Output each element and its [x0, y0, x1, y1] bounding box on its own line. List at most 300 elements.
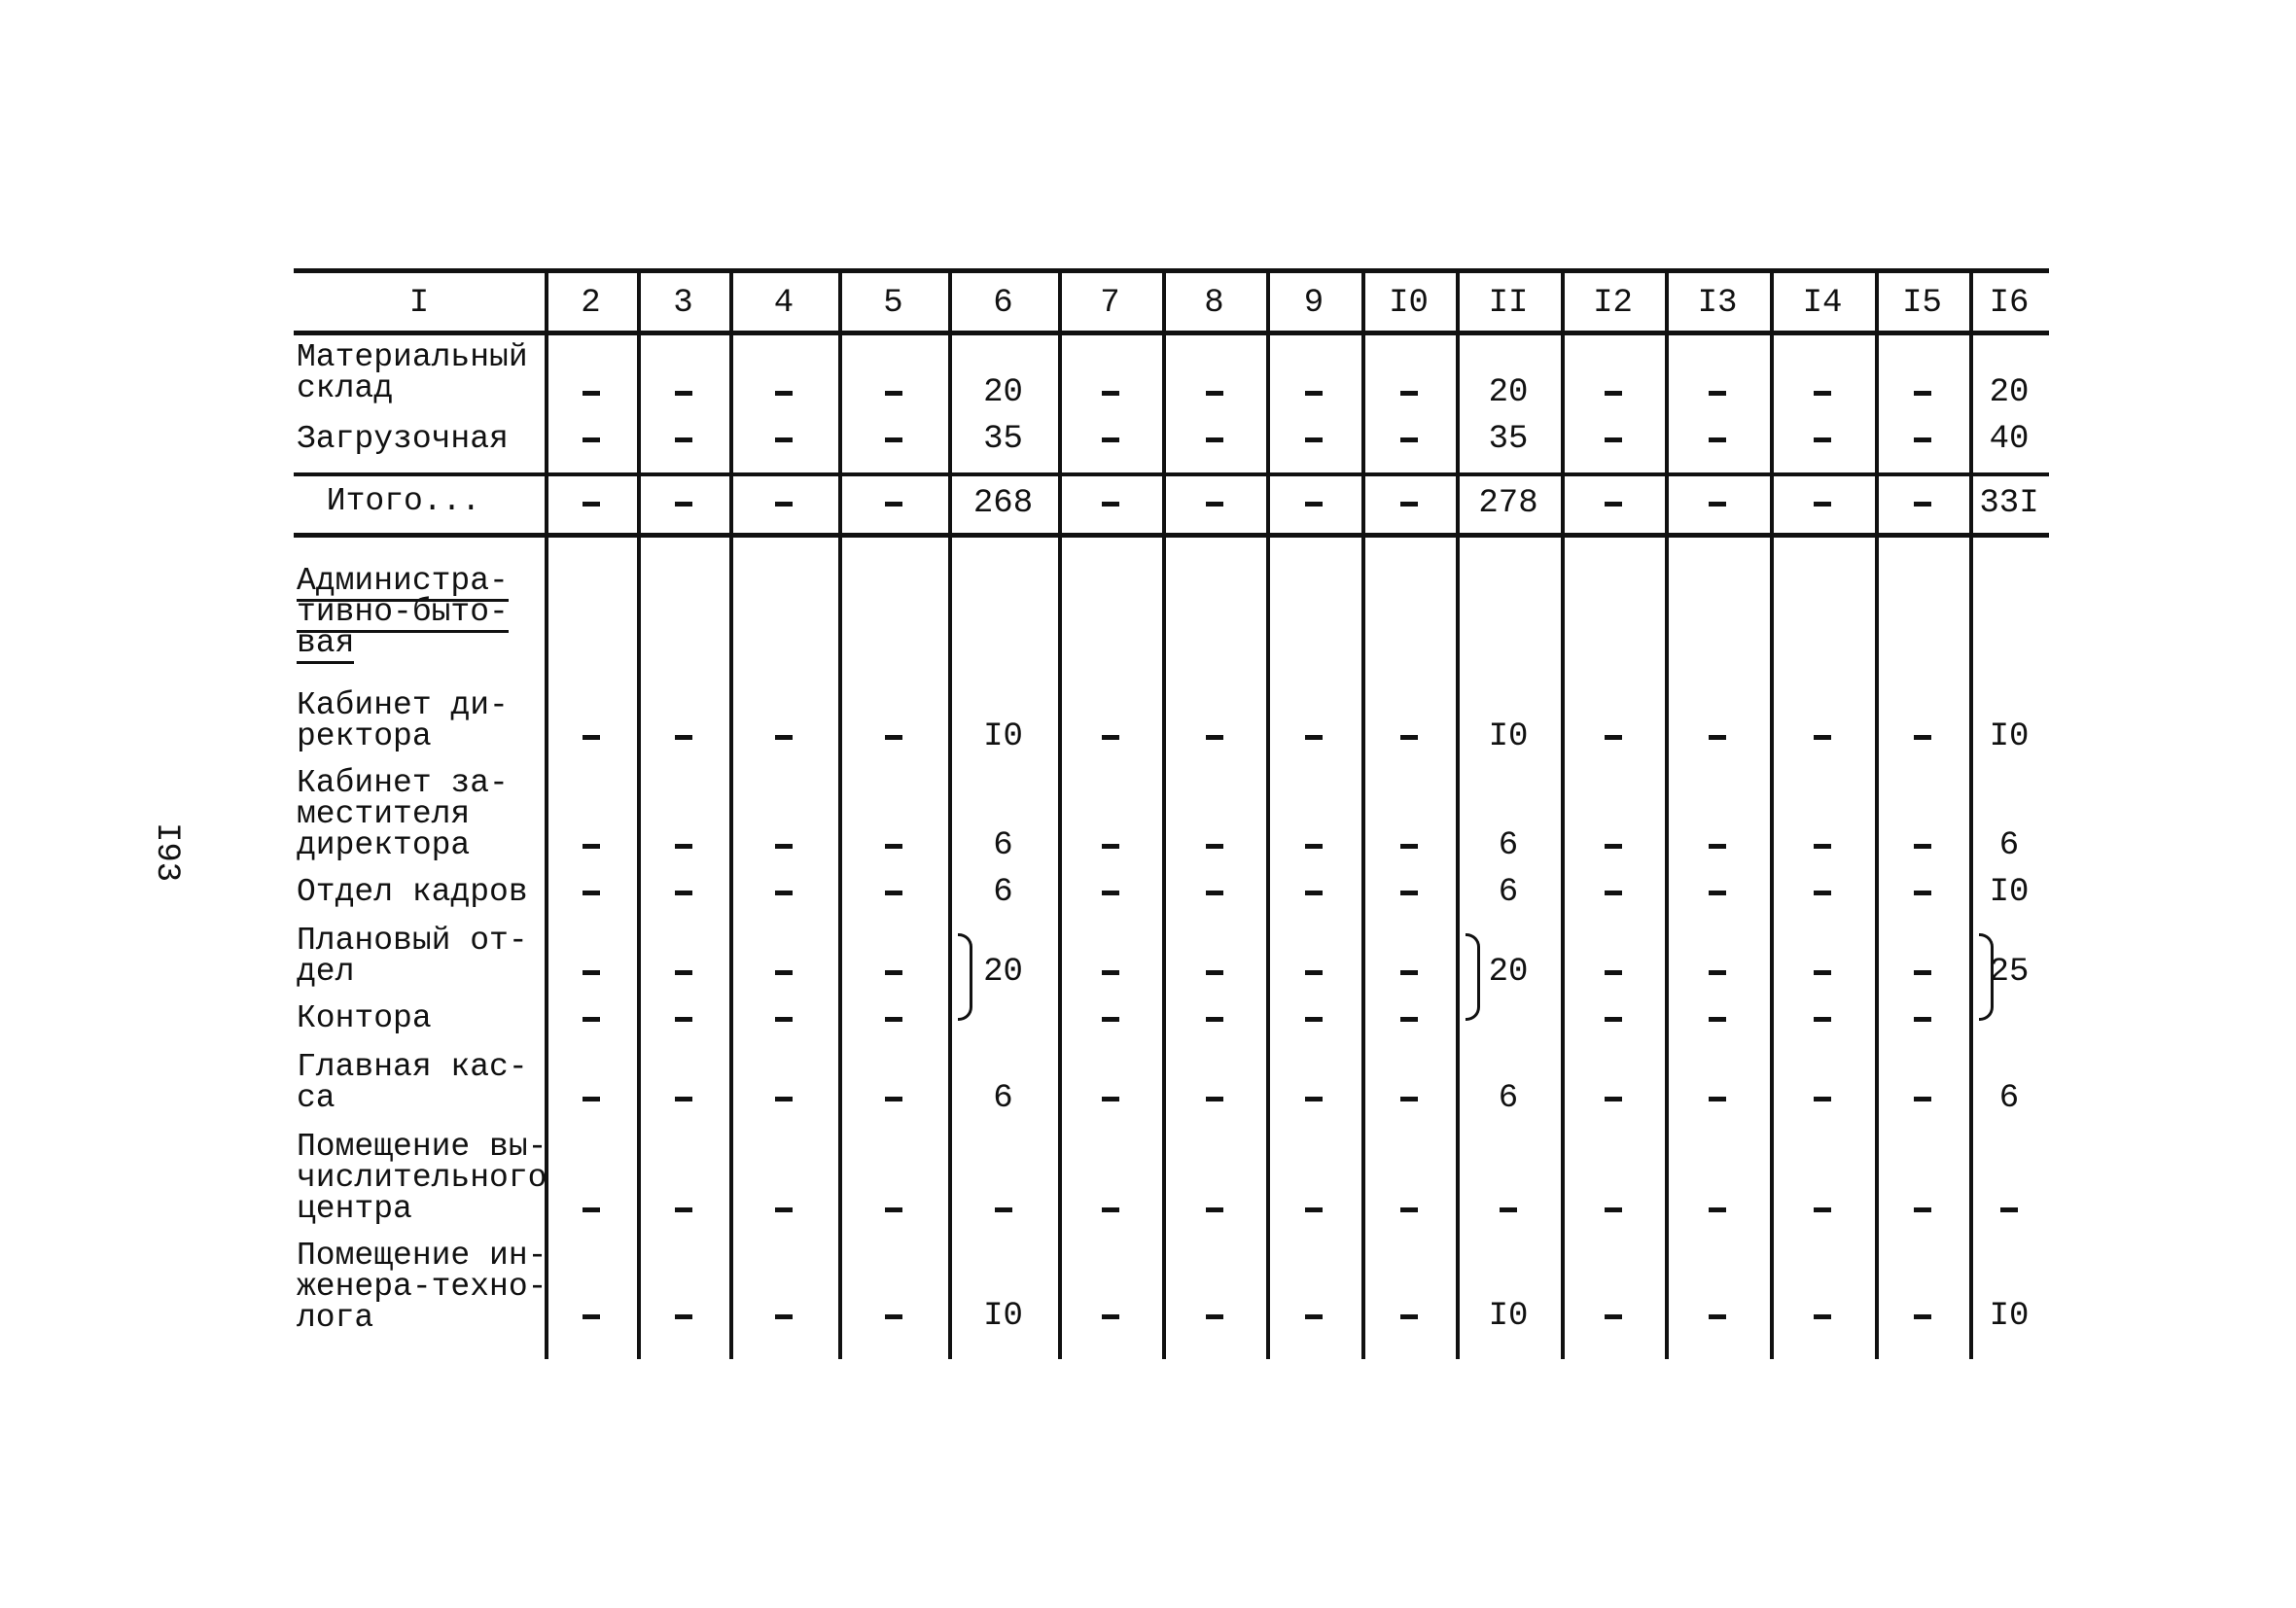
dash-mark: [1814, 502, 1831, 507]
table-cell: [545, 422, 637, 457]
table-cell: [1162, 955, 1266, 990]
table-cell: 6: [1998, 1080, 2020, 1117]
table-cell: [729, 486, 838, 521]
dash-mark: [675, 735, 692, 740]
dash-mark: [1814, 391, 1831, 396]
table-cell: [838, 486, 948, 521]
row-label: Кабинет за- местителя директора: [297, 765, 509, 863]
column-header: I: [408, 285, 430, 322]
table-cell: [1561, 875, 1665, 910]
dash-mark: [1605, 1097, 1622, 1101]
dash-mark: [1305, 735, 1323, 740]
dash-mark: [1709, 1207, 1726, 1212]
column-header: 9: [1303, 285, 1325, 322]
dash-mark: [775, 735, 793, 740]
table-cell: [1770, 1299, 1875, 1334]
column-header: 4: [773, 285, 795, 322]
dash-mark: [1206, 844, 1223, 849]
table-cell: 6: [1498, 1080, 1519, 1117]
row-label: Отдел кадров: [297, 874, 528, 910]
table-cell: 35: [983, 421, 1023, 458]
table-cell: [1058, 486, 1162, 521]
table-cell: [1162, 1192, 1266, 1227]
dash-mark: [1102, 1097, 1119, 1101]
table-cell: [637, 875, 729, 910]
table-cell: [637, 1192, 729, 1227]
table-cell: [1058, 1299, 1162, 1334]
table-cell: 6: [993, 827, 1013, 864]
dash-mark: [1500, 1207, 1517, 1212]
dash-mark: [775, 844, 793, 849]
group-brace: [1466, 933, 1480, 1021]
dash-mark: [675, 502, 692, 507]
table-cell: [1361, 1001, 1456, 1036]
table-cell: [545, 955, 637, 990]
dash-mark: [675, 391, 692, 396]
column-header: 5: [883, 285, 903, 322]
row-label: Помещение ин- женера-техно- лога: [297, 1238, 548, 1336]
table-cell: [838, 375, 948, 410]
row-label: Главная кас- са: [297, 1049, 528, 1116]
table-cell: [1875, 719, 1969, 754]
dash-mark: [675, 891, 692, 895]
table-cell: [1361, 1299, 1456, 1334]
dash-mark: [675, 1017, 692, 1022]
table-cell: [1561, 719, 1665, 754]
dash-mark: [1709, 1314, 1726, 1319]
table-cell: [637, 1081, 729, 1116]
table-cell: [1361, 1192, 1456, 1227]
table-cell: [1162, 1299, 1266, 1334]
table-cell: [1770, 1192, 1875, 1227]
dash-mark: [675, 970, 692, 975]
table-cell: 20: [983, 374, 1023, 411]
table-cell: [1561, 1299, 1665, 1334]
table-cell: [729, 375, 838, 410]
dash-mark: [885, 891, 902, 895]
dash-mark: [1206, 891, 1223, 895]
table-rule: [294, 533, 2049, 538]
table-cell: [729, 1081, 838, 1116]
row-label: Загрузочная: [297, 421, 509, 457]
table-cell: [1162, 875, 1266, 910]
dash-mark: [1206, 735, 1223, 740]
table-cell: 20: [1989, 374, 2030, 411]
table-cell: [729, 828, 838, 863]
table-cell: [1361, 486, 1456, 521]
dash-mark: [1914, 1017, 1931, 1022]
dash-mark: [583, 1097, 600, 1101]
table-cell: [1058, 1081, 1162, 1116]
table-cell: [1162, 1081, 1266, 1116]
table-cell: [1058, 375, 1162, 410]
row-label: Плановый от- дел: [297, 923, 528, 990]
table-cell: [1058, 955, 1162, 990]
column-header: I3: [1697, 285, 1738, 322]
table-cell: [1162, 828, 1266, 863]
table-cell: [1361, 1081, 1456, 1116]
dash-mark: [885, 970, 902, 975]
dash-mark: [1305, 502, 1323, 507]
table-cell: [948, 1192, 1058, 1227]
table-cell: [1561, 486, 1665, 521]
table-cell: [1266, 1299, 1361, 1334]
dash-mark: [1605, 391, 1622, 396]
dash-mark: [1814, 437, 1831, 442]
dash-mark: [885, 502, 902, 507]
table-cell: [838, 422, 948, 457]
column-header: I0: [1389, 285, 1429, 322]
column-header: 2: [581, 285, 601, 322]
table-cell: [1361, 719, 1456, 754]
row-label: Кабинет ди- ректора: [297, 687, 509, 754]
dash-mark: [1305, 1207, 1323, 1212]
dash-mark: [1305, 1097, 1323, 1101]
table-cell: 278: [1478, 485, 1538, 522]
dash-mark: [675, 1207, 692, 1212]
table-cell: [1561, 375, 1665, 410]
dash-mark: [1102, 1017, 1119, 1022]
dash-mark: [583, 1314, 600, 1319]
table-cell: [838, 1001, 948, 1036]
table-cell: 40: [1989, 421, 2030, 458]
column-header: 7: [1100, 285, 1120, 322]
table-cell: [1162, 375, 1266, 410]
table-cell: I0: [983, 718, 1023, 755]
table-cell: [729, 1001, 838, 1036]
table-cell: [545, 375, 637, 410]
table-cell: 6: [993, 874, 1013, 911]
table-cell: [545, 875, 637, 910]
table-cell: [545, 1081, 637, 1116]
table-cell: [1058, 828, 1162, 863]
dash-mark: [775, 1097, 793, 1101]
dash-mark: [1102, 1207, 1119, 1212]
table-cell: [1561, 1192, 1665, 1227]
dash-mark: [885, 1314, 902, 1319]
table-cell: [838, 955, 948, 990]
table-cell: [1875, 1299, 1969, 1334]
dash-mark: [1206, 1314, 1223, 1319]
table-cell: [1665, 1081, 1770, 1116]
column-header: I5: [1902, 285, 1942, 322]
table-cell: [1361, 422, 1456, 457]
table-cell: I0: [1989, 1298, 2030, 1335]
dash-mark: [1400, 844, 1418, 849]
dash-mark: [1914, 844, 1931, 849]
column-header: 6: [993, 285, 1013, 322]
table-cell: [729, 875, 838, 910]
table-cell: [1162, 1001, 1266, 1036]
dash-mark: [1102, 844, 1119, 849]
dash-mark: [1400, 891, 1418, 895]
row-label: [297, 563, 509, 661]
table-cell: I0: [983, 1298, 1023, 1335]
dash-mark: [1206, 970, 1223, 975]
row-label: Контора: [297, 1000, 432, 1036]
table-cell: [1266, 375, 1361, 410]
table-cell: [1770, 955, 1875, 990]
row-label: Материальный склад: [297, 339, 528, 406]
dash-mark: [775, 970, 793, 975]
table-cell: 35: [1488, 421, 1529, 458]
column-header: 3: [673, 285, 693, 322]
table-cell: [729, 719, 838, 754]
table-cell: [1361, 955, 1456, 990]
table-cell: [1665, 719, 1770, 754]
table-cell: [1266, 486, 1361, 521]
dash-mark: [583, 735, 600, 740]
dash-mark: [1305, 437, 1323, 442]
dash-mark: [583, 891, 600, 895]
table-cell: [1266, 1081, 1361, 1116]
table-cell: 20: [983, 954, 1023, 991]
dash-mark: [1206, 1017, 1223, 1022]
dash-mark: [1305, 1314, 1323, 1319]
column-header: 8: [1204, 285, 1224, 322]
table-rule: [294, 472, 2049, 476]
table-cell: [1665, 1192, 1770, 1227]
table-cell: [1456, 1192, 1561, 1227]
table-cell: 6: [1498, 874, 1519, 911]
table-cell: 268: [972, 485, 1034, 522]
dash-mark: [1814, 1314, 1831, 1319]
table-cell: [637, 719, 729, 754]
table-cell: [1162, 486, 1266, 521]
dash-mark: [885, 1097, 902, 1101]
table-cell: [1770, 1001, 1875, 1036]
table-cell: [1875, 875, 1969, 910]
dash-mark: [1709, 437, 1726, 442]
table-cell: [1875, 486, 1969, 521]
dash-mark: [1605, 502, 1622, 507]
dash-mark: [1400, 735, 1418, 740]
table-cell: [1266, 1192, 1361, 1227]
table-cell: [1361, 375, 1456, 410]
table-cell: [1770, 375, 1875, 410]
table-cell: [1770, 828, 1875, 863]
table-cell: [1561, 955, 1665, 990]
dash-mark: [1605, 970, 1622, 975]
table-cell: [1665, 486, 1770, 521]
table-cell: [1561, 828, 1665, 863]
table-cell: 20: [1488, 374, 1529, 411]
table-cell: [1058, 422, 1162, 457]
dash-mark: [1814, 1017, 1831, 1022]
dash-mark: [1102, 391, 1119, 396]
table-cell: [1162, 422, 1266, 457]
table-cell: [1875, 422, 1969, 457]
table-cell: [545, 1299, 637, 1334]
column-header: I6: [1989, 285, 2030, 322]
table-cell: 6: [993, 1080, 1013, 1117]
table-cell: [1361, 875, 1456, 910]
table-cell: I0: [1989, 874, 2030, 911]
section-heading: Администра- тивно-быто- вая: [297, 563, 509, 664]
dash-mark: [1914, 970, 1931, 975]
dash-mark: [1709, 844, 1726, 849]
dash-mark: [1814, 891, 1831, 895]
dash-mark: [1814, 1207, 1831, 1212]
table-cell: [1969, 1192, 2049, 1227]
table-cell: [838, 719, 948, 754]
table-cell: [1875, 1081, 1969, 1116]
dash-mark: [1305, 1017, 1323, 1022]
dash-mark: [1206, 1207, 1223, 1212]
table-cell: [1665, 955, 1770, 990]
dash-mark: [775, 1017, 793, 1022]
column-header: II: [1488, 285, 1529, 322]
dash-mark: [583, 502, 600, 507]
table-cell: [1266, 875, 1361, 910]
dash-mark: [1914, 502, 1931, 507]
page-number: I93: [148, 822, 185, 883]
table-cell: [729, 1192, 838, 1227]
table-rule: [294, 268, 2049, 273]
row-label: Помещение вы- числительного центра: [297, 1129, 548, 1227]
dash-mark: [1400, 437, 1418, 442]
dash-mark: [1206, 391, 1223, 396]
table-cell: [1665, 375, 1770, 410]
dash-mark: [1305, 391, 1323, 396]
table-cell: I0: [1989, 718, 2030, 755]
table-cell: [1058, 1192, 1162, 1227]
group-brace: [1979, 933, 1994, 1021]
table-cell: 33I: [1979, 485, 2039, 522]
table-cell: [545, 1192, 637, 1227]
dash-mark: [885, 1017, 902, 1022]
dash-mark: [1206, 502, 1223, 507]
table-cell: [1266, 422, 1361, 457]
dash-mark: [1400, 1207, 1418, 1212]
table-cell: [1266, 828, 1361, 863]
dash-mark: [1914, 1207, 1931, 1212]
dash-mark: [675, 844, 692, 849]
column-header: I4: [1802, 285, 1843, 322]
dash-mark: [1400, 1314, 1418, 1319]
table-cell: 6: [1998, 827, 2020, 864]
table-cell: [1665, 875, 1770, 910]
dash-mark: [885, 735, 902, 740]
dash-mark: [1102, 970, 1119, 975]
table-cell: [838, 828, 948, 863]
table-cell: [1561, 422, 1665, 457]
dash-mark: [1914, 437, 1931, 442]
dash-mark: [885, 391, 902, 396]
dash-mark: [775, 502, 793, 507]
dash-mark: [1914, 1314, 1931, 1319]
table-cell: [729, 1299, 838, 1334]
dash-mark: [1400, 502, 1418, 507]
table-cell: [1058, 875, 1162, 910]
dash-mark: [775, 1207, 793, 1212]
dash-mark: [1814, 1097, 1831, 1101]
dash-mark: [1814, 735, 1831, 740]
dash-mark: [1605, 1207, 1622, 1212]
table-cell: [637, 1299, 729, 1334]
table-cell: [545, 1001, 637, 1036]
dash-mark: [775, 1314, 793, 1319]
dash-mark: [1914, 735, 1931, 740]
table-cell: [545, 486, 637, 521]
table-cell: [637, 375, 729, 410]
table-cell: [1875, 828, 1969, 863]
dash-mark: [775, 437, 793, 442]
table-cell: [1665, 828, 1770, 863]
dash-mark: [583, 1207, 600, 1212]
dash-mark: [1400, 970, 1418, 975]
dash-mark: [583, 437, 600, 442]
table-cell: [1162, 719, 1266, 754]
dash-mark: [1814, 844, 1831, 849]
dash-mark: [1102, 891, 1119, 895]
table-cell: [729, 955, 838, 990]
table-cell: 20: [1488, 954, 1529, 991]
table-cell: [1665, 1299, 1770, 1334]
table-cell: [1561, 1001, 1665, 1036]
dash-mark: [1709, 502, 1726, 507]
table-cell: [545, 828, 637, 863]
dash-mark: [1305, 891, 1323, 895]
dash-mark: [1102, 502, 1119, 507]
table-cell: [1875, 955, 1969, 990]
table-cell: [637, 1001, 729, 1036]
dash-mark: [1102, 437, 1119, 442]
dash-mark: [1102, 1314, 1119, 1319]
table-cell: [1770, 422, 1875, 457]
dash-mark: [1400, 1017, 1418, 1022]
dash-mark: [1709, 1017, 1726, 1022]
dash-mark: [1605, 437, 1622, 442]
dash-mark: [1400, 1097, 1418, 1101]
table-cell: [838, 1192, 948, 1227]
dash-mark: [1605, 1314, 1622, 1319]
table-cell: [545, 719, 637, 754]
dash-mark: [1914, 391, 1931, 396]
table-cell: [1058, 719, 1162, 754]
dash-mark: [995, 1207, 1012, 1212]
dash-mark: [1914, 1097, 1931, 1101]
table-cell: I0: [1488, 718, 1529, 755]
table-cell: [729, 422, 838, 457]
dash-mark: [1709, 1097, 1726, 1101]
dash-mark: [1709, 891, 1726, 895]
table-cell: [637, 486, 729, 521]
dash-mark: [775, 891, 793, 895]
dash-mark: [1914, 891, 1931, 895]
table-cell: [637, 422, 729, 457]
dash-mark: [1709, 391, 1726, 396]
dash-mark: [583, 391, 600, 396]
table-cell: [1266, 1001, 1361, 1036]
table-cell: [1665, 1001, 1770, 1036]
table-cell: 25: [1989, 954, 2030, 991]
dash-mark: [2000, 1207, 2018, 1212]
dash-mark: [675, 437, 692, 442]
table-cell: [1770, 875, 1875, 910]
table-cell: [1770, 1081, 1875, 1116]
table-cell: [838, 875, 948, 910]
table-cell: [1561, 1081, 1665, 1116]
dash-mark: [1400, 391, 1418, 396]
table-cell: [1665, 422, 1770, 457]
dash-mark: [583, 970, 600, 975]
dash-mark: [1605, 891, 1622, 895]
table-cell: [838, 1299, 948, 1334]
dash-mark: [1305, 844, 1323, 849]
dash-mark: [583, 1017, 600, 1022]
table-cell: [1058, 1001, 1162, 1036]
